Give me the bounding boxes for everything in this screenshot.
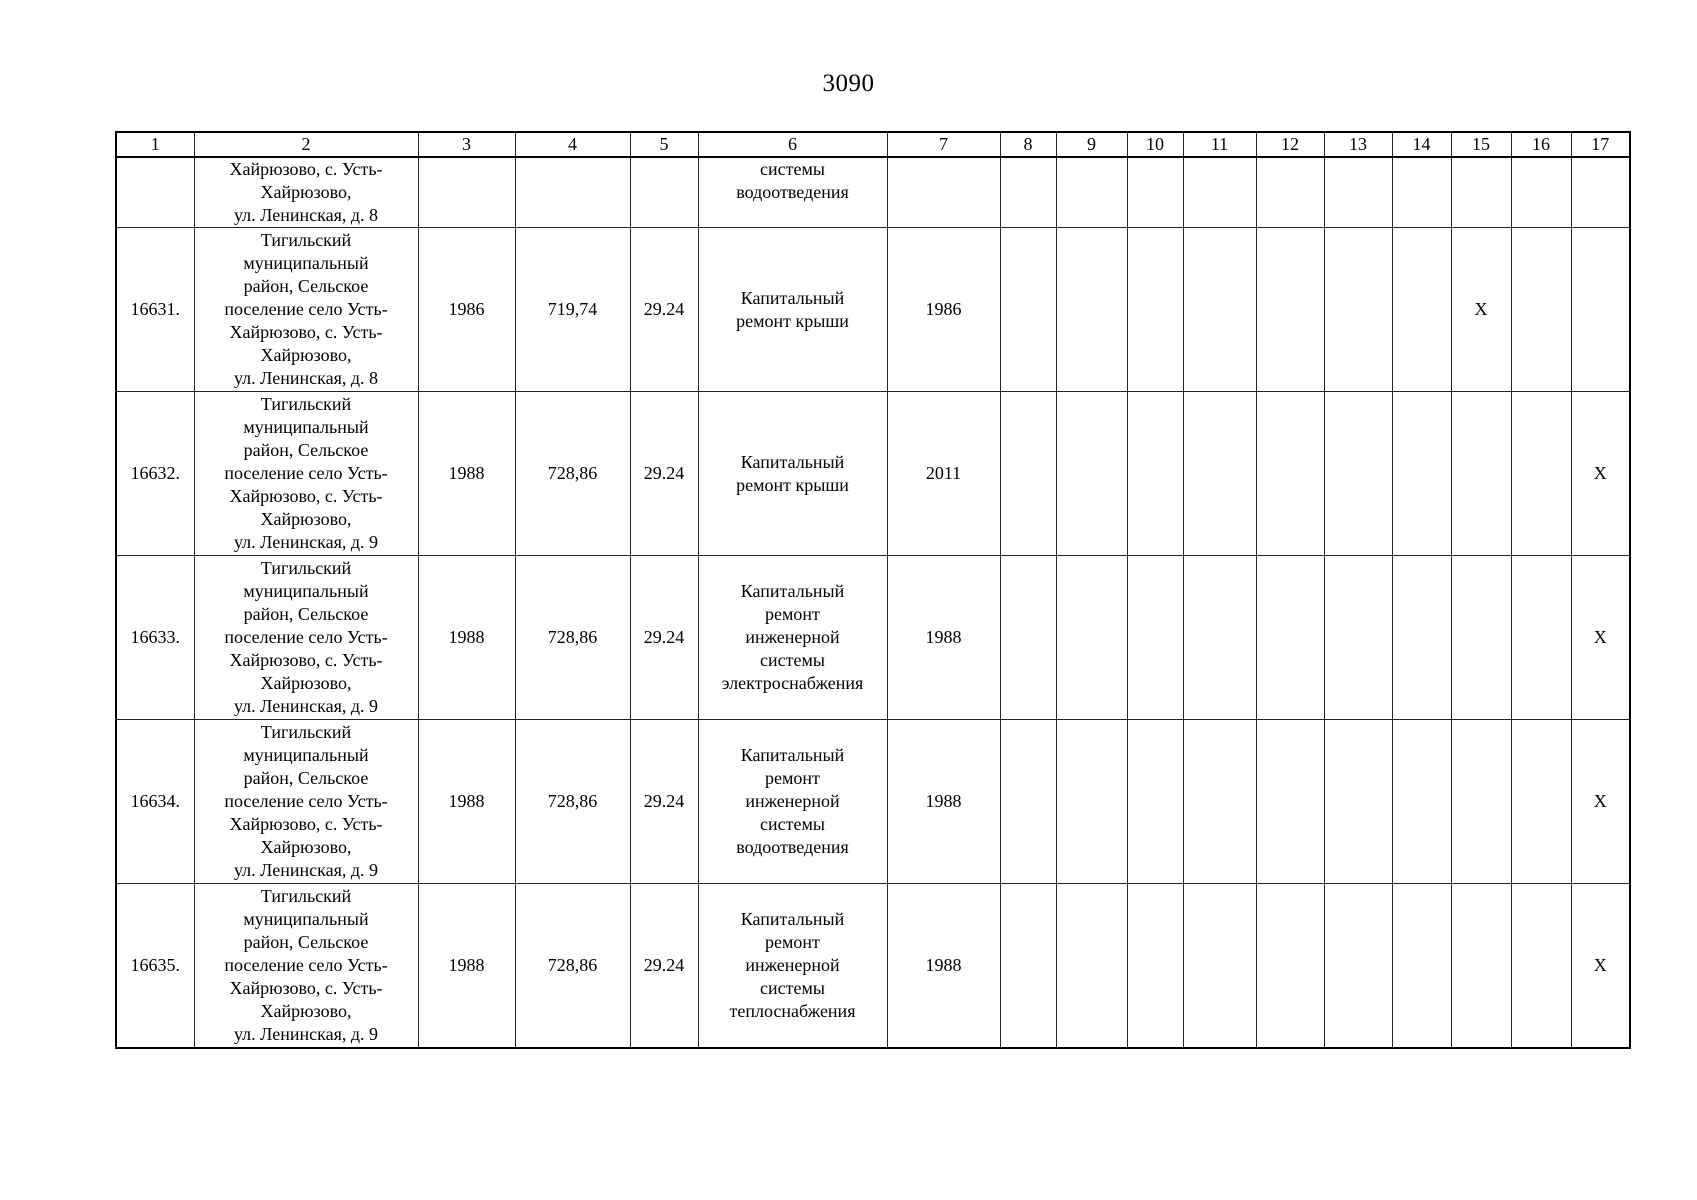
mark-cell	[1511, 720, 1571, 884]
row-number-cell: 16632.	[116, 392, 194, 556]
row-number-cell: 16634.	[116, 720, 194, 884]
repair-year-cell: 2011	[887, 392, 1000, 556]
year-built-cell: 1988	[418, 884, 515, 1049]
mark-cell	[1127, 556, 1183, 720]
work-type-cell: системы водоотведения	[698, 157, 887, 228]
mark-cell	[1056, 884, 1127, 1049]
repair-year-cell: 1988	[887, 556, 1000, 720]
mark-cell	[1056, 228, 1127, 392]
mark-cell	[1324, 392, 1392, 556]
row-number-cell: 16635.	[116, 884, 194, 1049]
area-cell: 728,86	[515, 556, 630, 720]
row-number-cell	[116, 157, 194, 228]
mark-cell	[1000, 392, 1056, 556]
mark-cell	[1511, 884, 1571, 1049]
column-header: 9	[1056, 132, 1127, 157]
mark-cell	[1000, 157, 1056, 228]
mark-cell	[1256, 157, 1324, 228]
column-header: 8	[1000, 132, 1056, 157]
column-header: 16	[1511, 132, 1571, 157]
mark-cell	[1511, 228, 1571, 392]
area-cell	[515, 157, 630, 228]
address-cell: Тигильский муниципальный район, Сельское поселение село Усть- Хайрюзово, с. Усть- Хайрюзово, ул. Ленинская, д. 9	[194, 720, 418, 884]
mark-cell: X	[1451, 228, 1511, 392]
mark-cell	[1571, 157, 1630, 228]
work-type-cell: Капитальный ремонт инженерной системы теплоснабжения	[698, 884, 887, 1049]
mark-cell	[1183, 884, 1256, 1049]
table-row	[116, 884, 1630, 1049]
mark-cell	[1324, 720, 1392, 884]
mark-cell	[1127, 392, 1183, 556]
table-row	[116, 228, 1630, 392]
table-row-continuation	[116, 157, 1630, 228]
wear-cell	[630, 157, 698, 228]
mark-cell	[1183, 556, 1256, 720]
mark-cell	[1183, 228, 1256, 392]
mark-cell	[1451, 884, 1511, 1049]
column-header: 4	[515, 132, 630, 157]
column-header: 7	[887, 132, 1000, 157]
mark-cell	[1392, 884, 1451, 1049]
table-row	[116, 392, 1630, 556]
wear-cell: 29.24	[630, 884, 698, 1049]
mark-cell: X	[1571, 392, 1630, 556]
wear-cell: 29.24	[630, 228, 698, 392]
area-cell: 719,74	[515, 228, 630, 392]
mark-cell	[1127, 884, 1183, 1049]
mark-cell	[1392, 157, 1451, 228]
mark-cell: X	[1571, 720, 1630, 884]
mark-cell	[1392, 556, 1451, 720]
row-number-cell: 16633.	[116, 556, 194, 720]
repair-year-cell: 1988	[887, 884, 1000, 1049]
mark-cell	[1511, 556, 1571, 720]
address-cell: Тигильский муниципальный район, Сельское поселение село Усть- Хайрюзово, с. Усть- Хайрюзово, ул. Ленинская, д. 9	[194, 392, 418, 556]
address-cell: Тигильский муниципальный район, Сельское поселение село Усть- Хайрюзово, с. Усть- Хайрюзово, ул. Ленинская, д. 8	[194, 228, 418, 392]
repair-schedule-table	[115, 131, 1631, 1049]
column-header: 1	[116, 132, 194, 157]
mark-cell	[1256, 392, 1324, 556]
mark-cell	[1127, 157, 1183, 228]
column-header: 10	[1127, 132, 1183, 157]
year-built-cell	[418, 157, 515, 228]
column-header: 14	[1392, 132, 1451, 157]
area-cell: 728,86	[515, 392, 630, 556]
mark-cell	[1056, 556, 1127, 720]
work-type-cell: Капитальный ремонт инженерной системы электроснабжения	[698, 556, 887, 720]
mark-cell	[1392, 228, 1451, 392]
repair-year-cell: 1988	[887, 720, 1000, 884]
table-row	[116, 720, 1630, 884]
column-header: 13	[1324, 132, 1392, 157]
mark-cell: X	[1571, 556, 1630, 720]
year-built-cell: 1986	[418, 228, 515, 392]
table-row	[116, 556, 1630, 720]
column-header: 6	[698, 132, 887, 157]
header-row	[116, 132, 1630, 157]
page-number: 3090	[822, 70, 875, 97]
mark-cell	[1000, 556, 1056, 720]
mark-cell	[1324, 228, 1392, 392]
mark-cell	[1056, 720, 1127, 884]
mark-cell	[1256, 228, 1324, 392]
work-type-cell: Капитальный ремонт крыши	[698, 228, 887, 392]
row-number-cell: 16631.	[116, 228, 194, 392]
work-type-cell: Капитальный ремонт инженерной системы водоотведения	[698, 720, 887, 884]
mark-cell	[1000, 228, 1056, 392]
year-built-cell: 1988	[418, 392, 515, 556]
mark-cell: X	[1571, 884, 1630, 1049]
repair-year-cell	[887, 157, 1000, 228]
mark-cell	[1451, 157, 1511, 228]
mark-cell	[1183, 392, 1256, 556]
mark-cell	[1451, 720, 1511, 884]
year-built-cell: 1988	[418, 720, 515, 884]
address-cell: Тигильский муниципальный район, Сельское поселение село Усть- Хайрюзово, с. Усть- Хайрюзово, ул. Ленинская, д. 9	[194, 556, 418, 720]
column-header: 5	[630, 132, 698, 157]
mark-cell	[1571, 228, 1630, 392]
area-cell: 728,86	[515, 884, 630, 1049]
mark-cell	[1451, 392, 1511, 556]
mark-cell	[1451, 556, 1511, 720]
mark-cell	[1127, 720, 1183, 884]
mark-cell	[1183, 157, 1256, 228]
mark-cell	[1324, 556, 1392, 720]
mark-cell	[1183, 720, 1256, 884]
wear-cell: 29.24	[630, 556, 698, 720]
mark-cell	[1511, 157, 1571, 228]
column-header: 11	[1183, 132, 1256, 157]
area-cell: 728,86	[515, 720, 630, 884]
mark-cell	[1056, 157, 1127, 228]
mark-cell	[1324, 157, 1392, 228]
mark-cell	[1392, 720, 1451, 884]
column-header: 17	[1571, 132, 1630, 157]
mark-cell	[1392, 392, 1451, 556]
mark-cell	[1000, 884, 1056, 1049]
mark-cell	[1000, 720, 1056, 884]
wear-cell: 29.24	[630, 720, 698, 884]
address-cell: Хайрюзово, с. Усть- Хайрюзово, ул. Ленинская, д. 8	[194, 157, 418, 228]
year-built-cell: 1988	[418, 556, 515, 720]
column-header: 2	[194, 132, 418, 157]
column-header: 15	[1451, 132, 1511, 157]
address-cell: Тигильский муниципальный район, Сельское поселение село Усть- Хайрюзово, с. Усть- Хайрюзово, ул. Ленинская, д. 9	[194, 884, 418, 1049]
column-header: 12	[1256, 132, 1324, 157]
mark-cell	[1256, 556, 1324, 720]
wear-cell: 29.24	[630, 392, 698, 556]
mark-cell	[1256, 720, 1324, 884]
mark-cell	[1127, 228, 1183, 392]
mark-cell	[1324, 884, 1392, 1049]
mark-cell	[1511, 392, 1571, 556]
work-type-cell: Капитальный ремонт крыши	[698, 392, 887, 556]
repair-year-cell: 1986	[887, 228, 1000, 392]
column-header: 3	[418, 132, 515, 157]
mark-cell	[1256, 884, 1324, 1049]
mark-cell	[1056, 392, 1127, 556]
